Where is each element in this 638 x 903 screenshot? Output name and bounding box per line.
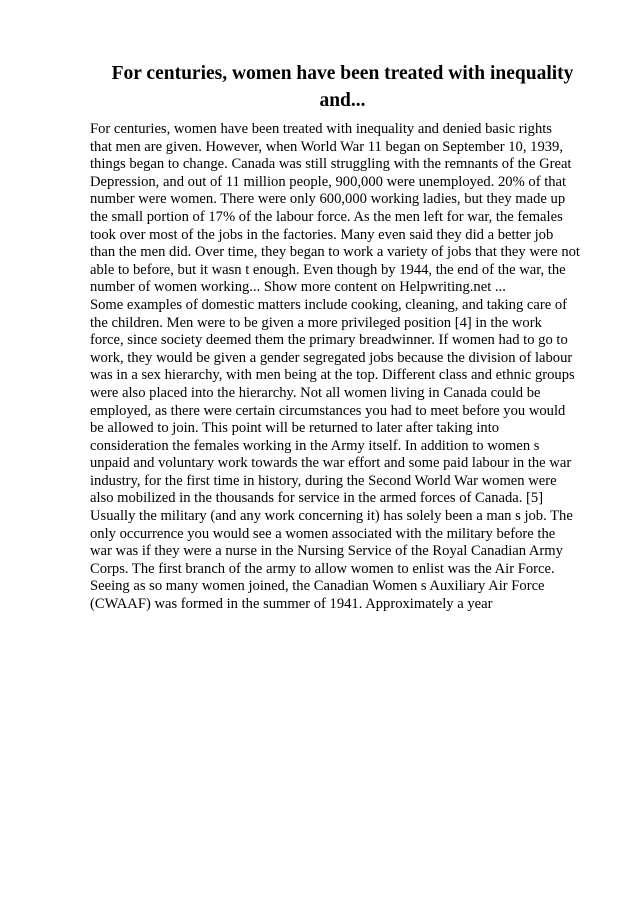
- body-line: be allowed to join. This point will be returned to later after taking into: [90, 420, 500, 437]
- body-line: consideration the females working in the Army itself. In addition to women s: [90, 437, 540, 454]
- body-line: force, since society deemed them the primary breadwinner. If women had to go to: [90, 332, 568, 349]
- body-line: that men are given. However, when World War 11 began on September 10, 1939,: [90, 138, 563, 155]
- body-line: were also placed into the hierarchy. Not all women living in Canada could be: [90, 384, 541, 401]
- body-line: war was if they were a nurse in the Nursing Service of the Royal Canadian Army: [90, 543, 563, 560]
- body-line: number of women working... Show more content on Helpwriting.net ...: [90, 279, 506, 296]
- body-line: Some examples of domestic matters include cooking, cleaning, and taking care of: [90, 296, 567, 313]
- document-body: [90, 121, 590, 614]
- body-line: Corps. The first branch of the army to allow women to enlist was the Air Force.: [90, 560, 555, 577]
- document-title: [95, 60, 590, 114]
- body-line: Seeing as so many women joined, the Canadian Women s Auxiliary Air Force: [90, 578, 545, 595]
- body-line: able to before, but it wasn t enough. Even though by 1944, the end of the war, the: [90, 261, 566, 278]
- body-line: Depression, and out of 11 million people, 900,000 were unemployed. 20% of that: [90, 173, 567, 190]
- body-line: took over most of the jobs in the factories. Many even said they did a better job: [90, 226, 554, 243]
- body-line: also mobilized in the thousands for service in the armed forces of Canada. [5]: [90, 490, 544, 507]
- body-line: only occurrence you would see a women associated with the military before the: [90, 525, 556, 542]
- body-line: the small portion of 17% of the labour force. As the men left for war, the females: [90, 208, 563, 225]
- body-line: Usually the military (and any work concerning it) has solely been a man s job. The: [90, 508, 573, 525]
- body-line: was in a sex hierarchy, with men being at the top. Different class and ethnic groups: [90, 367, 575, 384]
- body-line: industry, for the first time in history, during the Second World War women were: [90, 472, 557, 489]
- body-line: things began to change. Canada was still struggling with the remnants of the Great: [90, 156, 572, 173]
- body-line: than the men did. Over time, they began to work a variety of jobs that they were not: [90, 244, 580, 261]
- title-line: and...: [319, 90, 366, 111]
- body-line: employed, as there were certain circumstances you had to meet before you would: [90, 402, 566, 419]
- body-line: For centuries, women have been treated with inequality and denied basic rights: [90, 121, 552, 137]
- title-line: For centuries, women have been treated with inequality: [111, 63, 574, 84]
- body-line: the children. Men were to be given a more privileged position [4] in the work: [90, 314, 542, 331]
- body-line: number were women. There were only 600,000 working ladies, but they made up: [90, 191, 566, 208]
- body-line: work, they would be given a gender segregated jobs because the division of labour: [90, 349, 573, 366]
- body-line: unpaid and voluntary work towards the war effort and some paid labour in the war: [90, 455, 572, 472]
- body-line: (CWAAF) was formed in the summer of 1941. Approximately a year: [90, 596, 493, 613]
